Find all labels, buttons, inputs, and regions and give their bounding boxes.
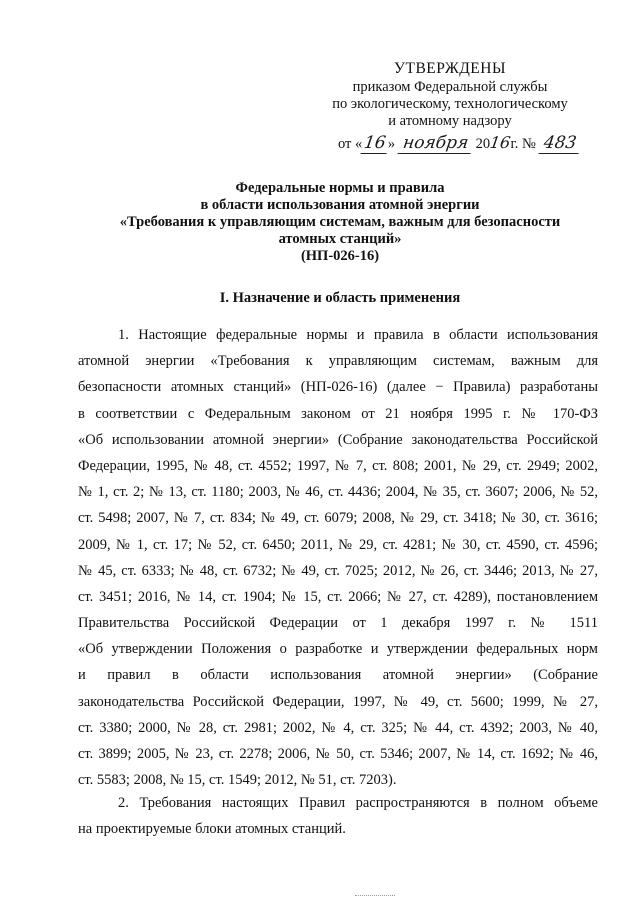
paragraph-2: [78, 790, 598, 842]
p1-line: 1. Настоящие федеральные нормы и правила в области использования: [118, 327, 598, 343]
p1-line: атомной энергии «Требования к управляющим системам, важным для: [78, 353, 598, 370]
p1-line: и правил в области использования атомной энергии» (Собрание: [78, 667, 598, 684]
title-line-3: «Требования к управляющим системам, важным для безопасности: [119, 214, 561, 230]
date-mid: »: [387, 136, 396, 152]
approval-block: [300, 60, 600, 130]
handwritten-year: 16: [488, 133, 512, 152]
p1-line: ст. 5583; 2008, № 15, ст. 1549; 2012, № 51, ст. 7203).: [78, 772, 397, 789]
p2-line: 2. Требования настоящих Правил распространяются в полном объеме: [118, 795, 598, 811]
date-prefix: от «: [338, 136, 363, 152]
approval-date-line: [338, 133, 580, 154]
section-heading: I. Назначение и область применения: [219, 290, 461, 306]
title-line-1: Федеральные нормы и правила: [235, 180, 445, 196]
approval-line-3: и атомному надзору: [388, 113, 512, 129]
p1-line: в соответствии с Федеральным законом от 21 ноября 1995 г. № 170-ФЗ: [78, 405, 598, 422]
p1-line: ст. 5498; 2007, № 7, ст. 834; № 49, ст. 6079; 2008, № 29, ст. 3418; № 30, ст. 3616;: [78, 510, 598, 527]
paragraph-1: [78, 322, 598, 793]
approval-title: УТВЕРЖДЕНЫ: [394, 60, 506, 77]
p1-line: «Об утверждении Положения о разработке и утверждении федеральных норм: [78, 641, 598, 658]
p1-line: Федерации, 1995, № 48, ст. 4552; 1997, № 7, ст. 808; 2001, № 29, ст. 2949; 2002,: [78, 457, 598, 474]
p1-line: Правительства Российской Федерации от 1 декабря 1997 г. № 1511: [78, 615, 598, 632]
p1-line: ст. 3451; 2016, № 14, ст. 1904; № 15, ст. 2066; № 27, ст. 4289), постановлением: [78, 588, 598, 605]
p1-line: 2009, № 1, ст. 17; № 52, ст. 6450; 2011, № 29, ст. 4281; № 30, ст. 4590, ст. 4596;: [78, 536, 598, 553]
title-line-2: в области использования атомной энергии: [200, 197, 480, 213]
p2-line: на проектируемые блоки атомных станций.: [78, 821, 346, 838]
p1-line: ст. 3899; 2005, № 23, ст. 2278; 2006, № 50, ст. 5346; 2007, № 14, ст. 1692; № 46,: [78, 746, 598, 762]
title-line-4: атомных станций»: [278, 231, 402, 247]
date-year-prefix: 20: [475, 136, 491, 152]
title-line-5: (НП-026-16): [300, 248, 380, 264]
handwritten-order-number: 483: [538, 133, 581, 154]
p1-line: ст. 3380; 2000, № 28, ст. 2981; 2002, № 4, ст. 325; № 44, ст. 4392; 2003, № 40,: [78, 719, 598, 736]
p1-line: № 1, ст. 2; № 13, ст. 1180; 2003, № 46, ст. 4436; 2004, № 35, ст. 3607; 2006, № 52,: [78, 484, 598, 501]
p1-line: «Об использовании атомной энергии» (Собрание законодательства Российской: [78, 431, 598, 448]
handwritten-month: ноября: [397, 133, 473, 154]
handwritten-day: 16: [361, 133, 390, 154]
approval-line-1: приказом Федеральной службы: [352, 79, 548, 95]
p1-line: безопасности атомных станций» (НП-026-16) (далее − Правила) разработаны: [78, 379, 598, 396]
p1-line: законодательства Российской Федерации, 1997, № 49, ст. 5600; 1999, № 27,: [78, 693, 598, 710]
approval-line-2: по экологическому, технологическому: [332, 96, 568, 112]
document-title: [80, 180, 600, 265]
date-year-suffix: г. №: [510, 136, 536, 152]
scan-artifact: [355, 895, 395, 898]
p1-line: № 45, ст. 6333; № 48, ст. 6732; № 49, ст. 7025; 2012, № 26, ст. 3446; 2013, № 27,: [78, 562, 598, 579]
